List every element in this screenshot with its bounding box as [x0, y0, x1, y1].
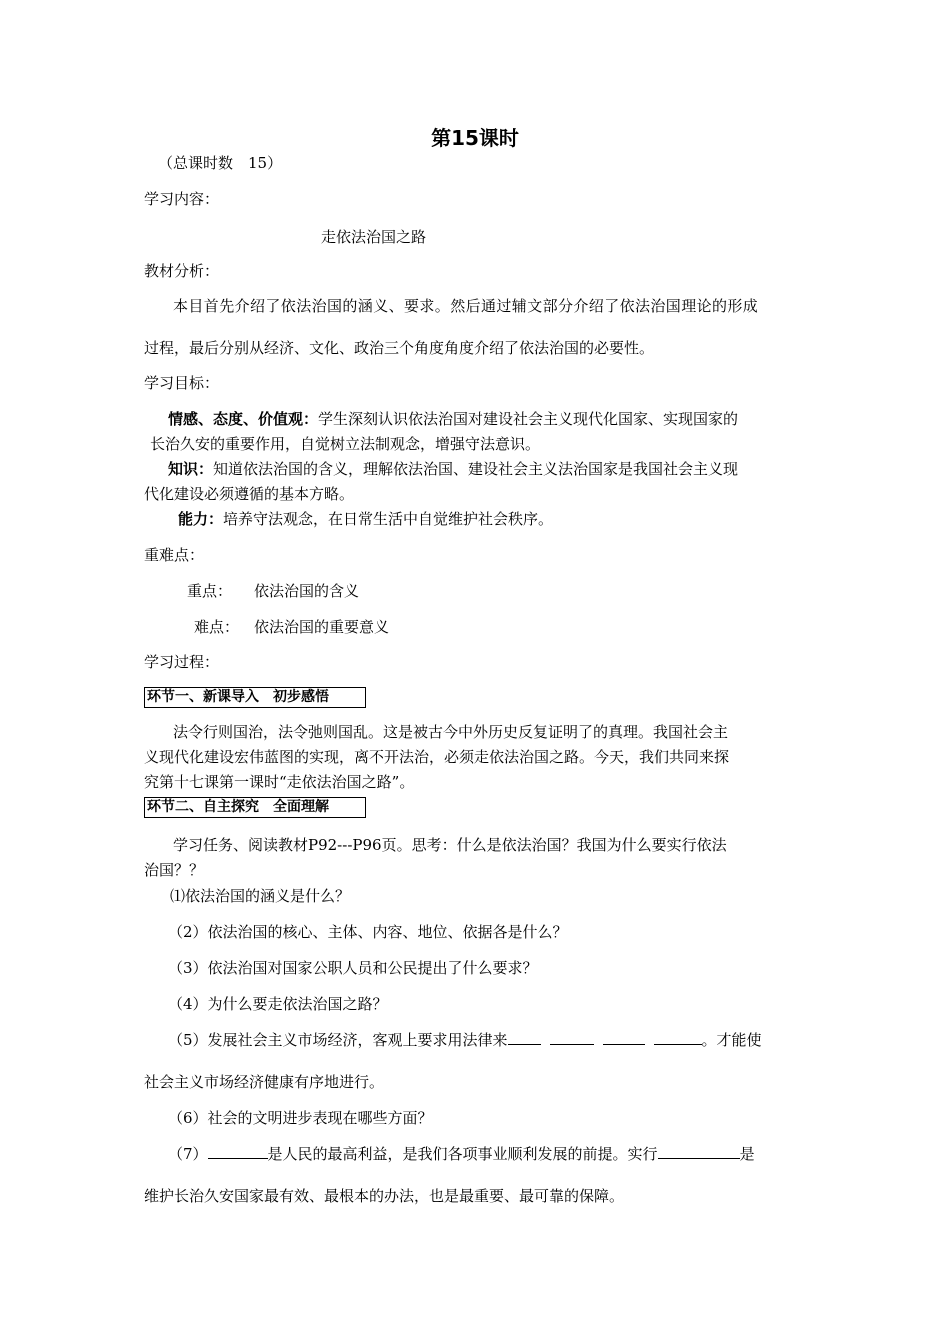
section-1-line-1: 法令行则国治，法令弛则国乱。这是被古今中外历史反复证明了的真理。我国社会主 [173, 723, 729, 741]
goal-knowledge [168, 459, 738, 479]
difficult-text: 依法治国的重要意义 [254, 618, 390, 636]
question-2: （2）依法治国的核心、主体、内容、地位、依据各是什么？ [168, 923, 568, 941]
question-7-end: 是 [739, 1145, 755, 1163]
question-4: （4）为什么要走依法治国之路？ [168, 995, 388, 1013]
fill-blank-5[interactable] [208, 1144, 268, 1159]
process-label: 学习过程： [144, 653, 220, 671]
total-hours: （总课时数 15） [158, 154, 283, 172]
goal-emotion-line-1: 学生深刻认识依法治国对建设社会主义现代化国家、实现国家的 [318, 410, 739, 428]
question-1: ⑴依法治国的涵义是什么？ [170, 887, 351, 905]
key-label: 重点： [187, 582, 233, 600]
section-1-line-2: 义现代化建设宏伟蓝图的实现，离不开法治，必须走依法治国之路。今天，我们共同来探 [144, 748, 730, 766]
question-5 [168, 1030, 762, 1050]
question-5-start: （5）发展社会主义市场经济，客观上要求用法律来 [168, 1031, 508, 1049]
question-7-start: （7） [168, 1145, 208, 1163]
goal-ability-text: 培养守法观念，在日常生活中自觉维护社会秩序。 [223, 510, 554, 528]
goal-knowledge-line-1: 知道依法治国的含义，理解依法治国、建设社会主义法治国家是我国社会主义现 [213, 460, 739, 478]
section-1-title: 环节一、新课导入 初步感悟 [144, 687, 366, 708]
goal-emotion-line-2: 长治久安的重要作用，自觉树立法制观念，增强守法意识。 [150, 435, 541, 453]
goals-label: 学习目标： [144, 374, 220, 392]
fill-blank-4[interactable] [654, 1030, 702, 1045]
question-7 [168, 1144, 755, 1164]
difficult-point [194, 617, 389, 637]
analysis-line-2: 过程，最后分别从经济、文化、政治三个角度角度介绍了依法治国的必要性。 [144, 339, 655, 357]
goal-ability-key: 能力： [178, 510, 224, 528]
question-7-mid: 是人民的最高利益，是我们各项事业顺利发展的前提。实行 [267, 1145, 658, 1163]
fill-blank-2[interactable] [550, 1030, 594, 1045]
question-3: （3）依法治国对国家公职人员和公民提出了什么要求？ [168, 959, 538, 977]
page-title: 第15课时 [431, 126, 519, 150]
section-1-line-3: 究第十七课第一课时“走依法治国之路”。 [144, 773, 415, 791]
key-text: 依法治国的含义 [254, 582, 360, 600]
question-6: （6）社会的文明进步表现在哪些方面？ [168, 1109, 433, 1127]
difficult-label: 难点： [194, 618, 240, 636]
section-2-title: 环节二、自主探究 全面理解 [144, 797, 366, 818]
analysis-label: 教材分析： [144, 262, 220, 280]
key-point [187, 581, 359, 601]
goal-knowledge-key: 知识： [168, 460, 214, 478]
goal-knowledge-line-2: 代化建设必须遵循的基本方略。 [144, 485, 355, 503]
question-5-line-2: 社会主义市场经济健康有序地进行。 [144, 1073, 385, 1091]
task-line-1: 学习任务、阅读教材P92---P96页。思考：什么是依法治国？我国为什么要实行依法 [173, 836, 727, 854]
question-7-line-2: 维护长治久安国家最有效、最根本的办法，也是最重要、最可靠的保障。 [144, 1187, 625, 1205]
goal-emotion [168, 409, 738, 429]
goal-emotion-key: 情感、态度、价值观： [168, 410, 319, 428]
fill-blank-3[interactable] [603, 1030, 645, 1045]
fill-blank-6[interactable] [658, 1144, 740, 1159]
analysis-line-1: 本目首先介绍了依法治国的涵义、要求。然后通过辅文部分介绍了依法治国理论的形成 [173, 297, 759, 315]
task-line-2: 治国？？ [144, 861, 205, 879]
fill-blank-1[interactable] [508, 1030, 541, 1045]
goal-ability [178, 509, 553, 529]
content-label: 学习内容： [144, 190, 220, 208]
content-topic: 走依法治国之路 [321, 228, 427, 246]
question-5-end: 。才能使 [701, 1031, 762, 1049]
keypoints-label: 重难点： [144, 546, 205, 564]
